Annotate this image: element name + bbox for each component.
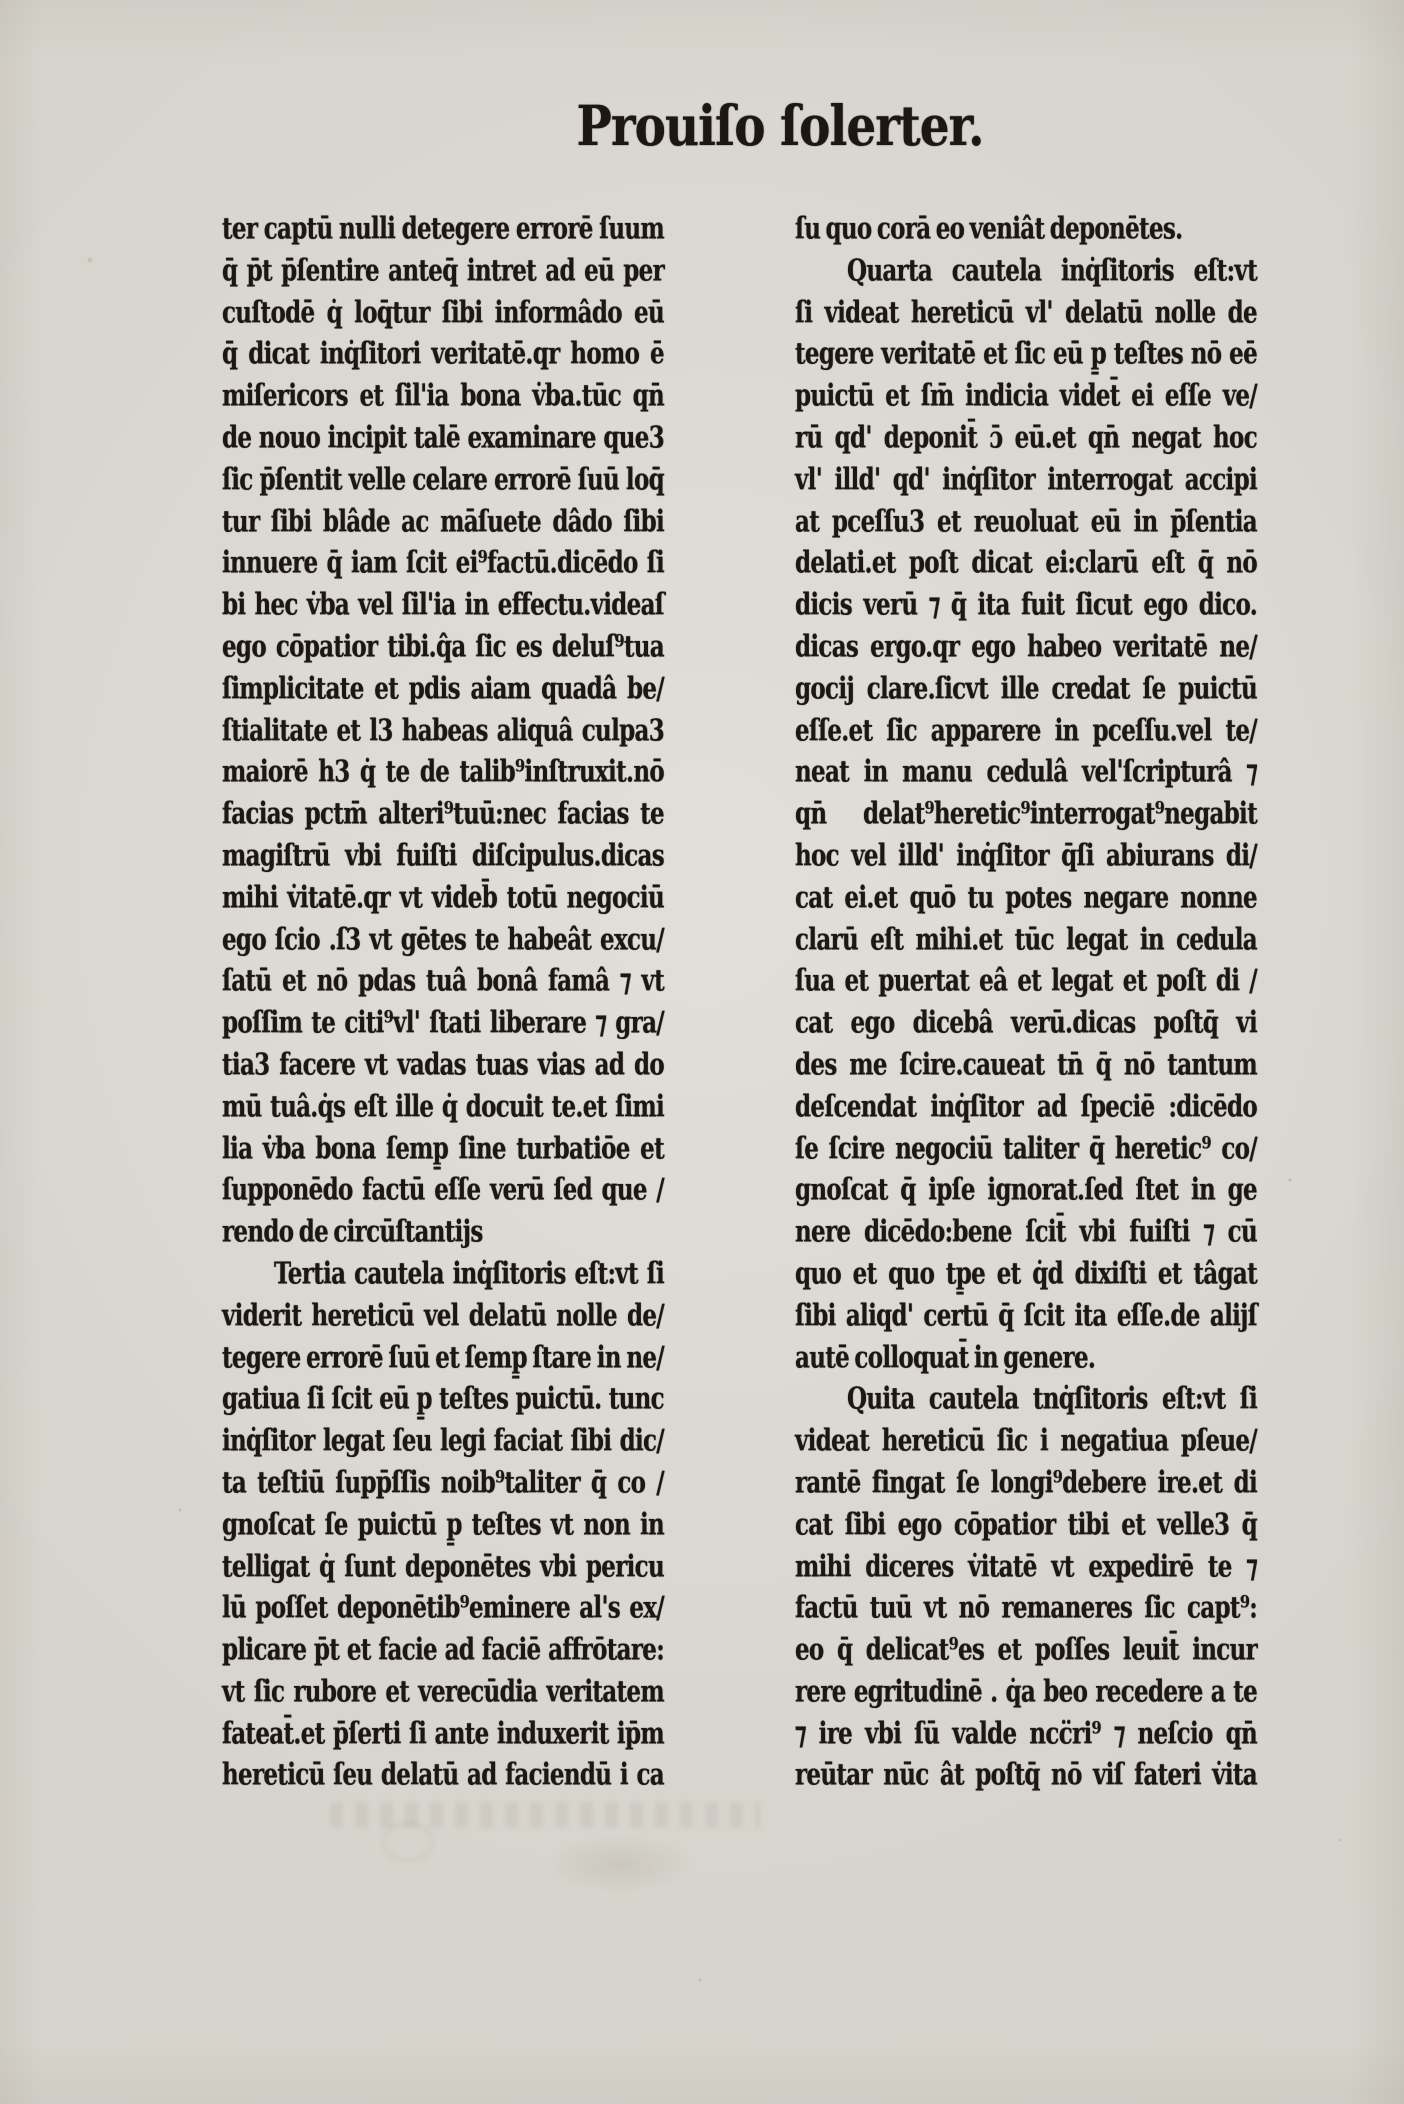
text-line: cuſtodē q̇ loq̄tur ſibi informâdo eū <box>222 294 664 330</box>
text-line: des me ſcire.caueat tn̄ q̄ nō tantum <box>795 1046 1257 1083</box>
text-line: mū tuâ.q̇s eſt ille q̇ docuit te.et ſimi <box>222 1088 664 1124</box>
text-line: ⁊ ire vbi ſū valde ncc̈ri⁹ ⁊ neſcio qn̄ <box>795 1715 1257 1751</box>
text-line: qn̄ delat⁹heretic⁹interrogat⁹negabit <box>795 795 1257 832</box>
text-line: ſibi aliqd' certū q̄ ſcit ita eſſe.de alijſ <box>795 1297 1257 1333</box>
text-line: at pceſſu3 et reuoluat eū in p̄ſentia <box>795 503 1257 539</box>
text-column-left <box>222 208 664 1796</box>
text-line: ta teſtiū ſupp̄ſſis noib⁹taliter q̄ co / <box>222 1464 664 1501</box>
text-line: rū qd' deponit̄ ɔ̄ eū.et qn̄ negat hoc <box>795 419 1257 456</box>
text-line: facias pctm̄ alteri⁹tuū:nec facias te <box>222 795 664 832</box>
text-line: dicis verū ⁊ q̄ ita fuit ſicut ego dico. <box>795 586 1257 623</box>
text-line: hereticū ſeu delatū ad faciendū i ca <box>222 1757 664 1793</box>
show-through-ghost-ring <box>382 1822 434 1862</box>
show-through-ghost-text <box>330 1802 760 1828</box>
text-line: ego cōpatior tibi.q̂a ſic es deluſ⁹tua <box>222 628 664 665</box>
text-line: vl' illd' qd' inq̇ſitor interrogat accipi <box>795 461 1257 497</box>
text-line: inq̇ſitor legat ſeu legi faciat ſibi dic/ <box>222 1422 664 1459</box>
text-line: puictū et ſm̄ indicia videt̄ ei eſſe ve/ <box>795 377 1257 414</box>
text-line: ſua et puertat eâ et legat et poſt di / <box>795 962 1257 999</box>
text-line: cat ei.et quō tu potes negare nonne <box>795 879 1257 915</box>
text-line: ſatū et nō pdas tuâ bonâ famâ ⁊ vt <box>222 962 664 999</box>
text-line: tegere errorē ſuū et ſemp̱ ſtare in ne/ <box>222 1339 664 1375</box>
text-line: lū poſſet deponētib⁹eminere al's ex/ <box>222 1589 664 1626</box>
text-line: clarū eſt mihi.et tūc legat in cedula <box>795 921 1257 957</box>
text-line: ſu quo corā eo veniât deponētes. <box>795 210 1183 247</box>
text-line: ſic p̄ſentit velle celare errorē ſuū loq̄ <box>222 461 664 497</box>
text-line: delati.et poſt dicat ei:clarū eſt q̄ nō <box>795 544 1257 581</box>
text-line: gnoſcat q̄ ipſe ignorat.ſed ſtet in ge <box>795 1171 1257 1208</box>
text-line: bi hec v̇ba vel ſil'ia in effectu.videaſ <box>222 586 664 623</box>
text-line: magiſtrū vbi fuiſti diſcipulus.dicas <box>222 837 664 874</box>
text-line: ſupponēdo factū eſſe verū ſed que / <box>222 1171 664 1208</box>
text-line: q̄ dicat inq̇ſitori veritatē.qr homo ē <box>222 335 664 372</box>
running-title: Prouiſo ſolerter. <box>576 94 984 160</box>
text-line: eo q̄ delicat⁹es et poſſes leuit̄ incur <box>795 1631 1257 1668</box>
show-through-ghost-blot <box>545 1836 695 1892</box>
text-line: de nouo incipit talē examinare que3 <box>222 419 664 456</box>
text-line: deſcendat inq̇ſitor ad ſpeciē :dicēdo <box>795 1088 1257 1124</box>
text-line: tegere veritatē et ſic eū p̱ teſtes nō eē <box>795 335 1257 372</box>
text-line: Tertia cautela inq̇ſitoris eſt:vt ſi <box>274 1255 664 1292</box>
text-line: gocij clare.ſicvt ille credat ſe puictū <box>795 670 1257 706</box>
text-line: miſericors et ſil'ia bona v̇ba.tūc qn̄ <box>222 377 664 414</box>
text-line: plicare p̄t et facie ad faciē affrōtare: <box>222 1631 664 1668</box>
text-line: rendo de circūſtantijs <box>222 1213 483 1250</box>
text-line: ego ſcio .ſ3 vt gētes te habeât excu/ <box>222 921 664 957</box>
text-line: factū tuū vt nō remaneres ſic capt⁹: <box>795 1589 1257 1626</box>
text-line: viderit hereticū vel delatū nolle de/ <box>222 1297 664 1333</box>
text-line: autē colloquat̄ in genere. <box>795 1339 1096 1375</box>
text-line: nere dicēdo:bene ſcit̄ vbi fuiſti ⁊ cū <box>795 1213 1257 1250</box>
text-line: reūtar nūc ât poſtq̄ nō viſ fateri v̇ita <box>795 1757 1257 1793</box>
text-line: rere egritudinē . q̇a beo recedere a te <box>795 1673 1257 1710</box>
text-line: ſtialitate et l3 habeas aliquâ culpa3 <box>222 712 664 748</box>
text-line: Quita cautela tnq̇ſitoris eſt:vt ſi <box>847 1380 1257 1417</box>
text-line: hoc vel illd' inq̇ſitor q̄ſi abiurans di/ <box>795 837 1257 874</box>
text-line: tia3 facere vt vadas tuas vias ad do <box>222 1046 664 1083</box>
text-line: poſſim te citi⁹vl' ſtati liberare ⁊ gra/ <box>222 1004 664 1041</box>
text-line: maiorē h3 q̇ te de talib⁹inſtruxit.nō <box>222 753 664 790</box>
text-line: innuere q̄ iam ſcit ei⁹factū.dicēdo ſi <box>222 544 664 581</box>
text-line: videat hereticū ſic i negatiua pſeue/ <box>795 1422 1257 1459</box>
text-line: mihi diceres v̇itatē vt expedirē te ⁊ <box>795 1548 1257 1584</box>
text-line: rantē fingat ſe longi⁹debere ire.et di <box>795 1464 1257 1501</box>
text-line: tur ſibi blâde ac māſuete dâdo ſibi <box>222 503 664 539</box>
text-line: dicas ergo.qr ego habeo veritatē ne/ <box>795 628 1257 665</box>
text-column-right <box>795 208 1257 1796</box>
text-line: neat in manu cedulâ vel'ſcripturâ ⁊ <box>795 753 1257 790</box>
text-line: telligat q̇ ſunt deponētes vbi pericu <box>222 1548 664 1584</box>
text-line: ſe ſcire negociū taliter q̄ heretic⁹ co/ <box>795 1130 1257 1166</box>
text-line: lia v̇ba bona ſemp̱ ſine turbatiōe et <box>222 1130 664 1166</box>
text-line: gatiua ſi ſcit eū p̱ teſtes puictū. tunc <box>222 1380 664 1417</box>
text-line: vt ſic rubore et verecūdia veritatem <box>222 1673 664 1710</box>
text-line: ter captū nulli detegere errorē ſuum <box>222 210 664 247</box>
text-line: eſſe.et ſic apparere in pceſſu.vel te/ <box>795 712 1257 748</box>
text-line: ſimplicitate et pdis aiam quadâ be/ <box>222 670 664 706</box>
text-line: gnoſcat ſe puictū p̱ teſtes vt non in <box>222 1506 664 1542</box>
text-line: Quarta cautela inq̇ſitoris eſt:vt <box>847 252 1257 288</box>
text-line: q̄ p̄t p̄ſentire anteq̄ intret ad eū per <box>222 252 664 288</box>
text-line: quo et quo tp̱e et q̇d dixiſti et tâgat <box>795 1255 1257 1292</box>
text-line: ſi videat hereticū vl' delatū nolle de <box>795 294 1257 330</box>
text-line: mihi v̇itatē.qr vt videb̄ totū negociū <box>222 879 664 915</box>
text-line: cat ego dicebâ verū.dicas poſtq̄ vi <box>795 1004 1257 1041</box>
text-line: fateat̄.et p̄ſerti ſi ante induxerit ip̄m <box>222 1715 664 1751</box>
text-line: cat ſibi ego cōpatior tibi et velle3 q̄ <box>795 1506 1257 1542</box>
